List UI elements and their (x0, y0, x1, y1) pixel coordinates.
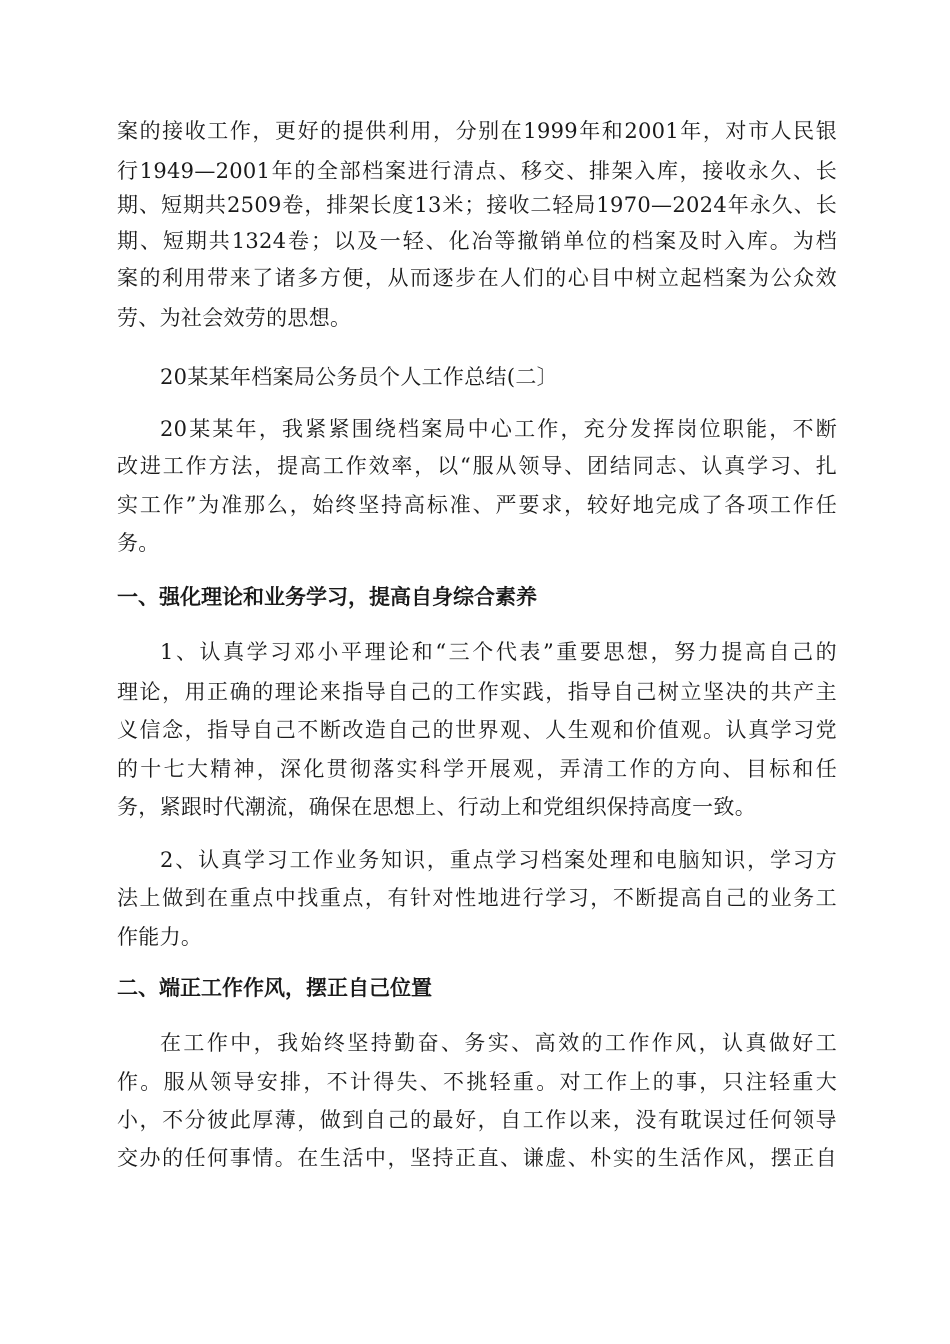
section-title: 20某某年档案局公务员个人工作总结(二〕 (160, 365, 558, 389)
paragraph-line: 20某某年，我紧紧围绕档案局中心工作，充分发挥岗位职能，不断 (160, 417, 837, 441)
section-heading: 一、强化理论和业务学习，提高自身综合素养 (117, 585, 537, 609)
paragraph-line: 1、认真学习邓小平理论和“三个代表”重要思想，努力提高自己的 (160, 640, 837, 664)
paragraph-line: 法上做到在重点中找重点，有针对性地进行学习，不断提高自己的业务工 (117, 886, 837, 910)
paragraph-line: 小，不分彼此厚薄，做到自己的最好，自工作以来，没有耽误过任何领导 (117, 1108, 837, 1132)
paragraph-line: 实工作”为准那么，始终坚持高标准、严要求，较好地完成了各项工作任 (117, 493, 837, 517)
paragraph-line: 期、短期共2509卷，排架长度13米；接收二轻局1970—2024年永久、长 (117, 193, 837, 217)
paragraph-line: 在工作中，我始终坚持勤奋、务实、高效的工作作风，认真做好工 (160, 1031, 837, 1055)
paragraph-line: 交办的任何事情。在生活中，坚持正直、谦虚、朴实的生活作风，摆正自 (117, 1146, 837, 1170)
paragraph-line: 作能力。 (117, 925, 203, 949)
paragraph-line: 2、认真学习工作业务知识，重点学习档案处理和电脑知识，学习方 (160, 848, 837, 872)
paragraph-line: 期、短期共1324卷；以及一轻、化冶等撤销单位的档案及时入库。为档 (117, 229, 837, 253)
paragraph-line: 案的接收工作，更好的提供利用，分别在1999年和2001年，对市人民银 (117, 119, 837, 143)
paragraph-line: 务，紧跟时代潮流，确保在思想上、行动上和党组织保持高度一致。 (117, 795, 756, 819)
section-heading: 二、端正工作作风，摆正自己位置 (117, 976, 432, 1000)
paragraph-line: 理论，用正确的理论来指导自己的工作实践，指导自己树立坚决的共产主 (117, 680, 837, 704)
paragraph-line: 行1949—2001年的全部档案进行清点、移交、排架入库，接收永久、长 (117, 159, 837, 183)
paragraph-line: 务。 (117, 531, 160, 555)
paragraph-line: 劳、为社会效劳的思想。 (117, 306, 352, 330)
paragraph-line: 改进工作方法，提高工作效率，以“服从领导、团结同志、认真学习、扎 (117, 454, 837, 478)
paragraph-line: 的十七大精神，深化贯彻落实科学开展观，弄清工作的方向、目标和任 (117, 757, 837, 781)
paragraph-line: 义信念，指导自己不断改造自己的世界观、人生观和价值观。认真学习党 (117, 718, 837, 742)
paragraph-line: 案的利用带来了诸多方便，从而逐步在人们的心目中树立起档案为公众效 (117, 266, 837, 290)
paragraph-line: 作。服从领导安排，不计得失、不挑轻重。对工作上的事，只注轻重大 (117, 1070, 837, 1094)
